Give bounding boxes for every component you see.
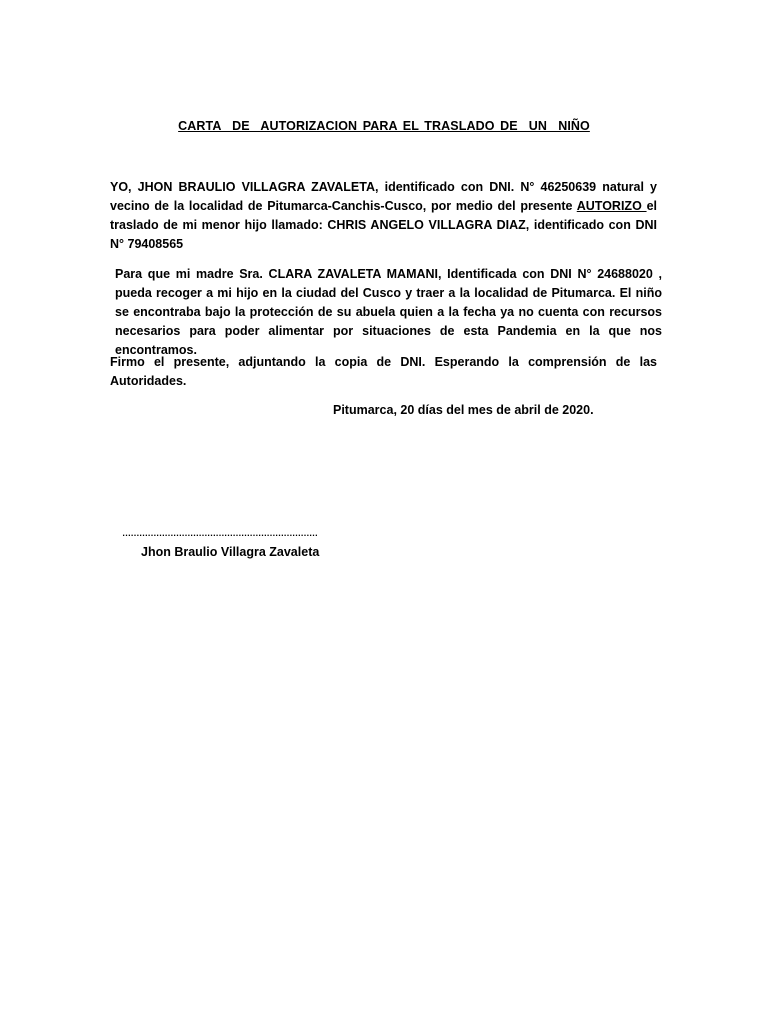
paragraph-authorization-rest: el traslado de mi menor hijo llamado: CHRIS ANGELO VILLAGRA DIAZ, identificado con DNI N° 79408565 <box>110 199 657 251</box>
signature-name: Jhon Braulio Villagra Zavaleta <box>141 545 320 559</box>
paragraph-purpose: Para que mi madre Sra. CLARA ZAVALETA MAMANI, Identificada con DNI N° 24688020 , pueda recoger a mi hijo en la ciudad del Cusco y traer a la localidad de Pitumarca. El niño se encontraba bajo la protección de su abuela quien a la fecha ya no cuenta con recursos necesarios para poder alimentar por situaciones de esta Pandemia en la que nos encontramos. <box>115 267 662 357</box>
signature-line: …………………………………………………………… <box>122 528 318 536</box>
authorizo-emphasis: AUTORIZO <box>576 199 647 213</box>
document-title: CARTA DE AUTORIZACION PARA EL TRASLADO DE UN NIÑO <box>178 119 590 133</box>
paragraph-authorization-text: YO, JHON BRAULIO VILLAGRA ZAVALETA, identificado con DNI. N° 46250639 natural y vecino de la localidad de Pitumarca-Canchis-Cusco, por medio del presente <box>110 180 657 213</box>
date-line: Pitumarca, 20 días del mes de abril de 2020. <box>333 403 594 417</box>
paragraph-authorization <box>110 178 657 254</box>
paragraph-closing: Firmo el presente, adjuntando la copia de DNI. Esperando la comprensión de las Autoridades. <box>110 355 657 388</box>
